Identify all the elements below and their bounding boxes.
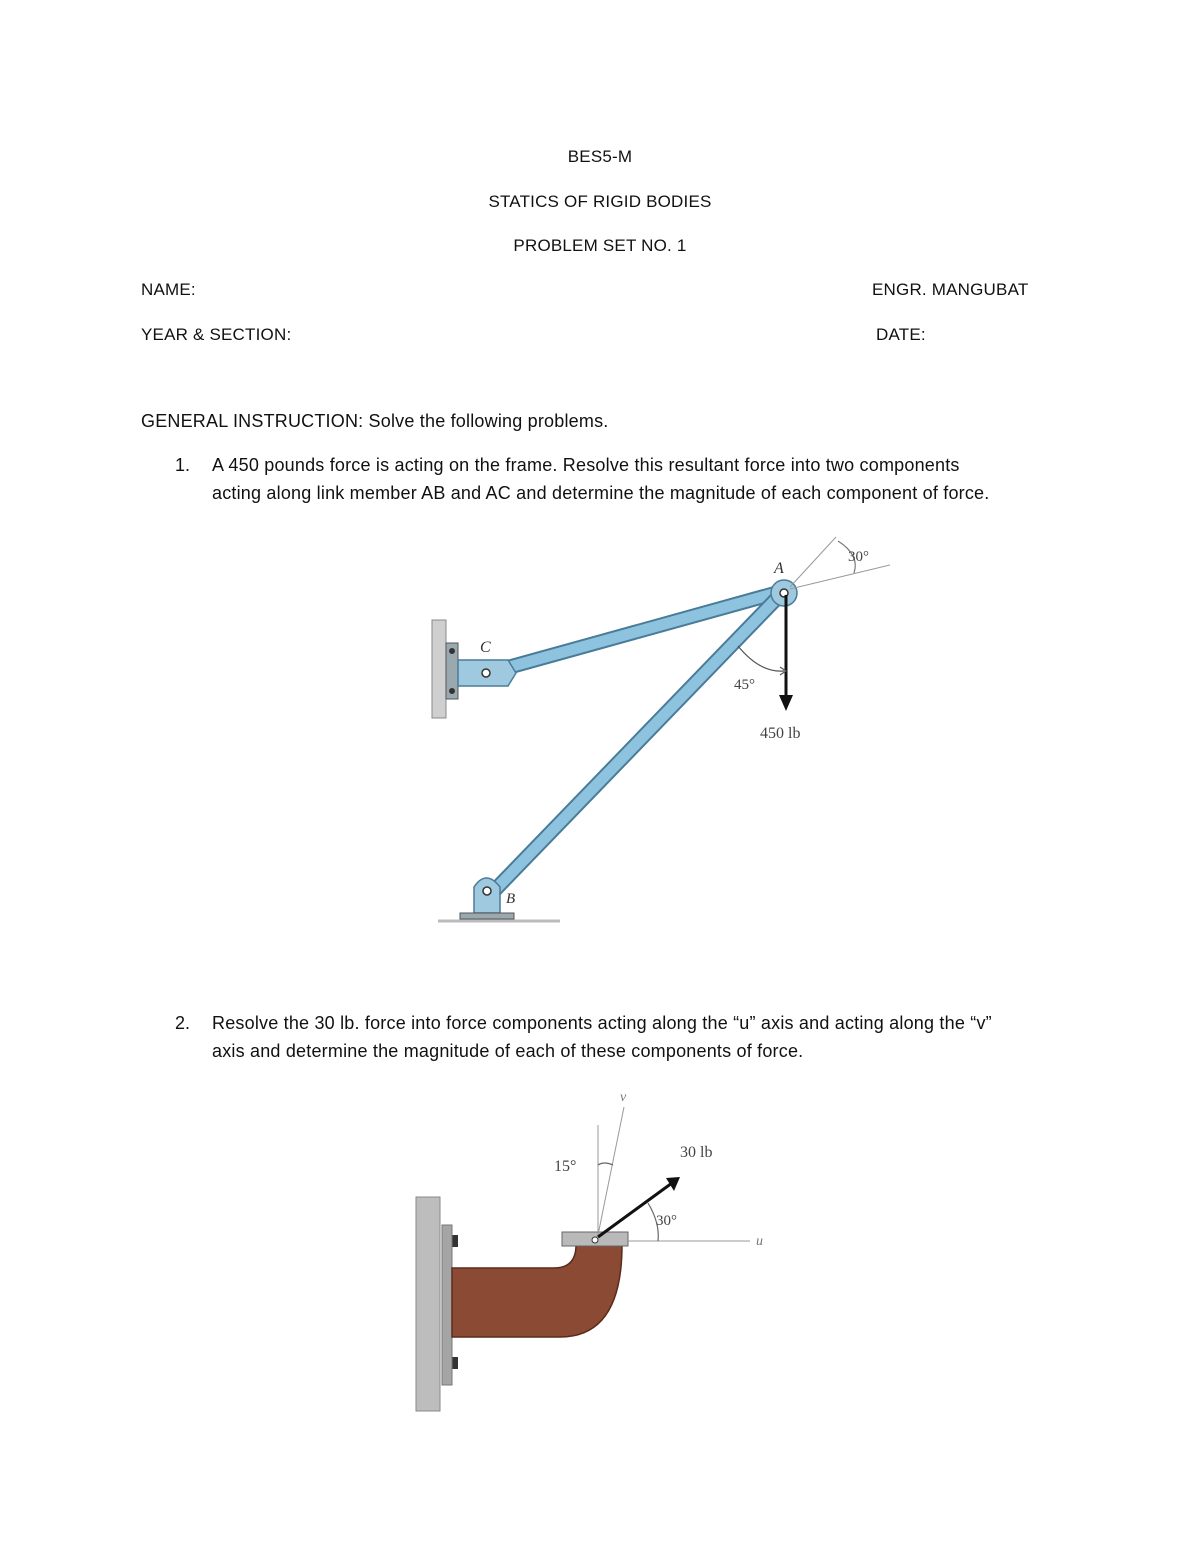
label-c: C — [480, 639, 491, 656]
wall-plate — [416, 1197, 440, 1411]
pipe-bracket — [452, 1245, 622, 1337]
label-a: A — [774, 560, 784, 577]
label-angle-30: 30° — [848, 549, 869, 565]
date-label: DATE: — [876, 325, 926, 344]
course-title: STATICS OF RIGID BODIES — [488, 192, 712, 211]
problem-2-number: 2. — [175, 1013, 191, 1033]
problem-2-line-2: axis and determine the magnitude of each of these components of force. — [212, 1041, 804, 1061]
reference-line-horizontal — [790, 565, 890, 589]
problem-set-title: PROBLEM SET NO. 1 — [513, 236, 687, 255]
problem-1-number: 1. — [175, 455, 191, 475]
angle-15-arc — [598, 1163, 613, 1165]
label-b: B — [506, 891, 516, 907]
v-axis — [598, 1107, 624, 1235]
label-angle-45: 45° — [734, 677, 755, 693]
course-code: BES5-M — [567, 147, 633, 166]
general-instruction: GENERAL INSTRUCTION: Solve the following problems. — [141, 411, 609, 431]
problem-1-line-2: acting along link member AB and AC and determine the magnitude of each component of force. — [212, 483, 990, 503]
label-force-450: 450 lb — [760, 725, 801, 742]
year-section-label: YEAR & SECTION: — [141, 325, 292, 344]
label-v-axis: v — [620, 1090, 627, 1105]
label-u-axis: u — [756, 1234, 763, 1249]
problem-2-figure — [410, 1085, 790, 1415]
name-label: NAME: — [141, 280, 196, 299]
label-angle-30: 30° — [656, 1213, 677, 1229]
label-force-30: 30 lb — [680, 1144, 713, 1161]
problem-2-line-1: Resolve the 30 lb. force into force components acting along the “u” axis and acting along the “v” — [212, 1013, 992, 1033]
angle-45-arc — [738, 646, 784, 671]
wall-c — [432, 620, 446, 718]
label-angle-15: 15° — [554, 1158, 577, 1175]
problem-1-line-1: A 450 pounds force is acting on the frame. Resolve this resultant force into two components — [212, 455, 960, 475]
problem-1-figure — [420, 525, 900, 955]
instructor-name: ENGR. MANGUBAT — [872, 280, 1029, 299]
